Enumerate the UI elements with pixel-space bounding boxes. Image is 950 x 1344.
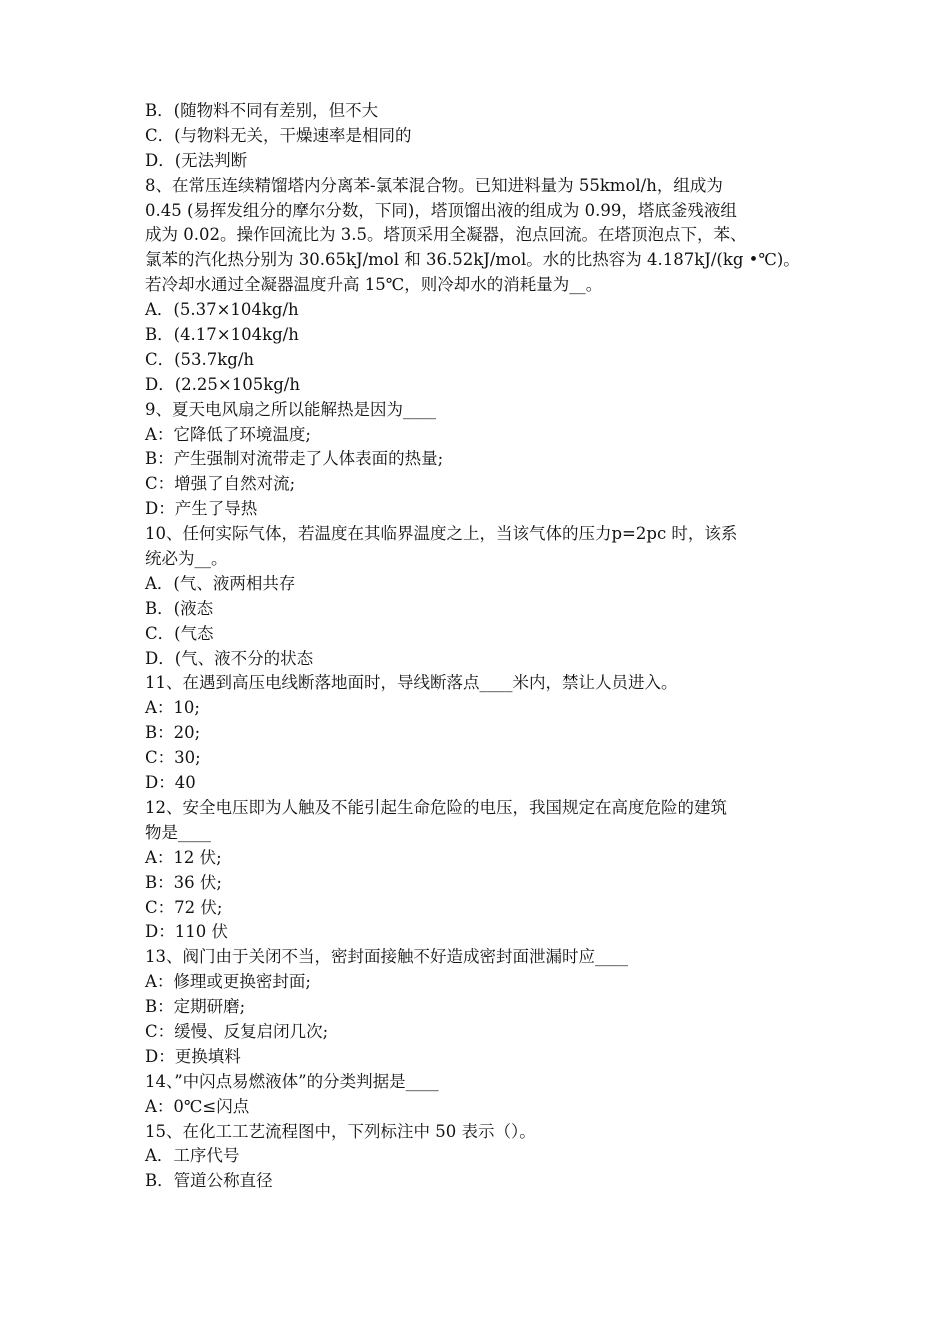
question-10-line: 统必为__。 <box>145 549 228 569</box>
question-8-line: 若冷却水通过全凝器温度升高 15℃，则冷却水的消耗量为__。 <box>145 275 603 295</box>
option-line: B．(4.17×104kg/h <box>145 325 299 345</box>
option-line: B：产生强制对流带走了人体表面的热量; <box>145 449 444 469</box>
question-13-line: 13、阀门由于关闭不当，密封面接触不好造成密封面泄漏时应____ <box>145 947 628 967</box>
option-line: A：它降低了环境温度; <box>145 424 311 444</box>
question-10-line: 10、任何实际气体，若温度在其临界温度之上，当该气体的压力p=2pc 时，该系 <box>145 524 738 544</box>
option-line: D：110 伏 <box>145 922 228 942</box>
question-15-line: 15、在化工工艺流程图中，下列标注中 50 表示（）。 <box>145 1121 536 1141</box>
option-line: D：产生了导热 <box>145 499 258 519</box>
option-line: D．(无法判断 <box>145 150 248 170</box>
option-line: D．(气、液不分的状态 <box>145 648 314 668</box>
question-12-line: 12、安全电压即为人触及不能引起生命危险的电压，我国规定在高度危险的建筑 <box>145 797 727 817</box>
option-line: A．(气、液两相共存 <box>145 573 296 593</box>
option-line: C：72 伏; <box>145 897 223 917</box>
question-12-line: 物是____ <box>145 822 211 842</box>
option-line: B．(液态 <box>145 598 214 618</box>
option-line: C．(53.7kg/h <box>145 349 255 369</box>
option-line: B：36 伏; <box>145 872 222 892</box>
option-line: B：定期研磨; <box>145 997 246 1017</box>
option-line: D：更换填料 <box>145 1046 241 1066</box>
question-11-line: 11、在遇到高压电线断落地面时，导线断落点____米内，禁让人员进入。 <box>145 673 678 693</box>
option-line: A．(5.37×104kg/h <box>145 300 299 320</box>
option-line: A：12 伏; <box>145 847 222 867</box>
option-line: D．(2.25×105kg/h <box>145 374 300 394</box>
option-line: C：30; <box>145 748 201 768</box>
option-line: A：修理或更换密封面; <box>145 972 311 992</box>
option-line: C．(与物料无关，干燥速率是相同的 <box>145 125 412 145</box>
option-line: B：20; <box>145 723 201 743</box>
option-line: C：增强了自然对流; <box>145 474 296 494</box>
question-9-line: 9、夏天电风扇之所以能解热是因为____ <box>145 399 436 419</box>
question-14-line: 14、”中闪点易燃液体”的分类判据是____ <box>145 1071 439 1091</box>
option-line: B．(随物料不同有差别，但不大 <box>145 101 379 120</box>
option-line: A：0℃≤闪点 <box>145 1096 250 1116</box>
question-8-line: 0.45 (易挥发组分的摩尔分数，下同)，塔顶馏出液的组成为 0.99，塔底釜残液组 <box>145 200 737 220</box>
question-8-line: 氯苯的汽化热分别为 30.65kJ/mol 和 36.52kJ/mol。水的比热容为 4.187kJ/(kg •℃)。 <box>145 250 800 270</box>
option-line: C：缓慢、反复启闭几次; <box>145 1021 329 1041</box>
option-line: A：10; <box>145 698 200 718</box>
option-line: C．(气态 <box>145 623 214 643</box>
question-8-line: 8、在常压连续精馏塔内分离苯-氯苯混合物。已知进料量为 55kmol/h，组成为 <box>145 175 723 195</box>
option-line: B．管道公称直径 <box>145 1171 273 1191</box>
question-8-line: 成为 0.02。操作回流比为 3.5。塔顶采用全凝器，泡点回流。在塔顶泡点下，苯、 <box>145 225 747 245</box>
option-line: D：40 <box>145 773 196 793</box>
document-body <box>145 99 810 1194</box>
option-line: A．工序代号 <box>145 1146 240 1166</box>
